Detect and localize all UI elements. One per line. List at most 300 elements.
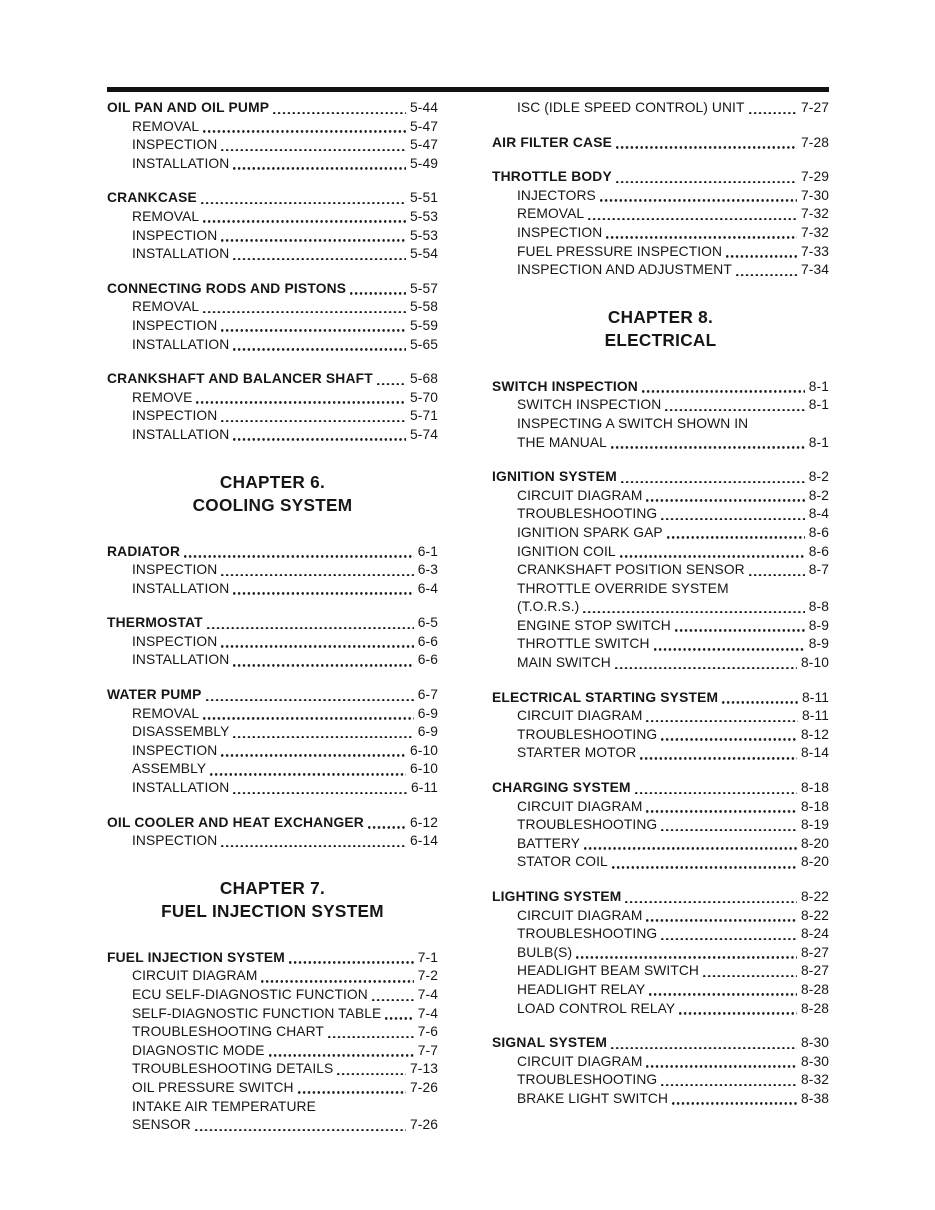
toc-entry — [492, 962, 829, 981]
dot-leader — [202, 118, 407, 137]
toc-entry — [492, 378, 829, 397]
toc-entry — [107, 814, 438, 833]
dot-leader — [220, 561, 414, 580]
entry-label: THROTTLE SWITCH — [517, 636, 650, 652]
entry-page-number: 5-54 — [409, 246, 438, 262]
dot-leader — [297, 1079, 407, 1098]
toc-entry — [107, 986, 438, 1005]
entry-page-number: 8-28 — [800, 1000, 829, 1016]
toc-entry — [107, 760, 438, 779]
entry-label: SWITCH INSPECTION — [492, 378, 638, 394]
entry-page-number: 7-32 — [800, 206, 829, 222]
entry-label: AIR FILTER CASE — [492, 134, 613, 150]
entry-page-number: 8-19 — [800, 817, 829, 833]
entry-label: INSTALLATION — [132, 155, 230, 171]
entry-page-number: 5-49 — [409, 155, 438, 171]
toc-entry — [107, 245, 438, 264]
dot-leader — [232, 779, 408, 798]
entry-label: TROUBLESHOOTING — [517, 926, 658, 942]
entry-label: REMOVAL — [132, 705, 200, 721]
entry-label: REMOVAL — [132, 118, 200, 134]
entry-page-number: 6-5 — [417, 615, 438, 631]
toc-entry — [492, 434, 829, 453]
dot-leader — [645, 487, 805, 506]
toc-entry — [492, 468, 829, 487]
entry-page-number: 8-30 — [800, 1053, 829, 1069]
toc-entry — [492, 888, 829, 907]
dot-leader — [336, 1060, 407, 1079]
toc-section — [492, 888, 829, 1018]
dot-leader — [206, 614, 415, 633]
entry-label: INSTALLATION — [132, 246, 230, 262]
entry-page-number: 5-53 — [409, 208, 438, 224]
entry-label: TROUBLESHOOTING — [517, 817, 658, 833]
dot-leader — [205, 686, 415, 705]
dot-leader — [288, 949, 415, 968]
dot-leader — [260, 967, 414, 986]
entry-page-number: 6-9 — [417, 724, 438, 740]
dot-leader — [232, 580, 414, 599]
dot-leader — [220, 742, 407, 761]
entry-label: (T.O.R.S.) — [517, 599, 580, 615]
entry-label: INSPECTION — [132, 562, 218, 578]
entry-label: TROUBLESHOOTING CHART — [132, 1024, 324, 1040]
toc-entry — [492, 835, 829, 854]
toc-entry — [107, 705, 438, 724]
toc-entry — [492, 617, 829, 636]
entry-label: THROTTLE OVERRIDE SYSTEM — [517, 580, 729, 596]
dot-leader — [721, 689, 799, 708]
toc-entry — [107, 1079, 438, 1098]
toc-entry — [492, 779, 829, 798]
entry-page-number: 8-9 — [808, 617, 829, 633]
dot-leader — [660, 505, 805, 524]
entry-page-number: 6-6 — [417, 633, 438, 649]
entry-page-number: 7-30 — [800, 187, 829, 203]
dot-leader — [748, 99, 798, 118]
dot-leader — [202, 705, 415, 724]
toc-entry — [492, 580, 829, 599]
entry-label: ELECTRICAL STARTING SYSTEM — [492, 689, 719, 705]
dot-leader — [619, 543, 806, 562]
entry-page-number: 8-2 — [808, 487, 829, 503]
dot-leader — [748, 561, 806, 580]
dot-leader — [220, 227, 407, 246]
entry-label: INSPECTION — [132, 408, 218, 424]
entry-label: BATTERY — [517, 835, 581, 851]
entry-label: THERMOSTAT — [107, 615, 203, 631]
toc-entry — [107, 227, 438, 246]
dot-leader — [671, 1090, 798, 1109]
entry-page-number: 5-74 — [409, 426, 438, 442]
toc-entry — [107, 580, 438, 599]
dot-leader — [634, 779, 798, 798]
toc-entry — [492, 99, 829, 118]
toc-entry — [492, 396, 829, 415]
entry-label: DISASSEMBLY — [132, 724, 230, 740]
toc-entry — [492, 543, 829, 562]
entry-label: STATOR COIL — [517, 854, 608, 870]
toc-section — [492, 779, 829, 872]
entry-page-number: 5-47 — [409, 137, 438, 153]
dot-leader — [587, 205, 798, 224]
entry-label: HEADLIGHT RELAY — [517, 981, 646, 997]
toc-entry — [492, 689, 829, 708]
entry-label: IGNITION COIL — [517, 543, 616, 559]
entry-label: INSPECTION — [132, 137, 218, 153]
toc-entry — [107, 317, 438, 336]
toc-entry — [492, 726, 829, 745]
dot-leader — [725, 243, 798, 262]
dot-leader — [639, 744, 798, 763]
toc-entry — [492, 1053, 829, 1072]
entry-label: INSPECTION — [517, 224, 603, 240]
dot-leader — [645, 1053, 798, 1072]
entry-page-number: 8-30 — [800, 1035, 829, 1051]
entry-label: INSTALLATION — [132, 426, 230, 442]
toc-entry — [492, 205, 829, 224]
toc-entry — [492, 524, 829, 543]
toc-entry — [492, 1000, 829, 1019]
entry-label: MAIN SWITCH — [517, 655, 611, 671]
entry-page-number: 8-14 — [800, 745, 829, 761]
dot-leader — [183, 543, 415, 562]
entry-label: WATER PUMP — [107, 687, 202, 703]
entry-page-number: 8-1 — [808, 397, 829, 413]
entry-label: TROUBLESHOOTING — [517, 506, 658, 522]
entry-page-number: 5-53 — [409, 227, 438, 243]
entry-label: LOAD CONTROL RELAY — [517, 1000, 676, 1016]
entry-page-number: 5-51 — [409, 190, 438, 206]
entry-label: CIRCUIT DIAGRAM — [517, 907, 643, 923]
entry-page-number: 7-2 — [417, 968, 438, 984]
toc-entry — [492, 187, 829, 206]
entry-page-number: 6-7 — [417, 687, 438, 703]
entry-label: REMOVAL — [132, 299, 200, 315]
dot-leader — [674, 617, 806, 636]
entry-page-number: 8-27 — [800, 963, 829, 979]
dot-leader — [599, 187, 798, 206]
toc-section — [107, 949, 438, 1135]
toc-entry — [107, 779, 438, 798]
toc-entry — [492, 744, 829, 763]
entry-page-number: 8-4 — [808, 506, 829, 522]
entry-page-number: 8-32 — [800, 1072, 829, 1088]
dot-leader — [582, 598, 805, 617]
toc-entry — [107, 99, 438, 118]
toc-entry — [492, 707, 829, 726]
dot-leader — [371, 986, 415, 1005]
dot-leader — [384, 1005, 414, 1024]
dot-leader — [641, 378, 806, 397]
entry-label: BRAKE LIGHT SWITCH — [517, 1090, 669, 1106]
entry-label: INSTALLATION — [132, 580, 230, 596]
entry-page-number: 6-10 — [409, 742, 438, 758]
dot-leader — [575, 944, 798, 963]
dot-leader — [220, 633, 414, 652]
entry-page-number: 8-22 — [800, 907, 829, 923]
chapter-heading-line: COOLING SYSTEM — [192, 494, 353, 515]
toc-entry — [492, 816, 829, 835]
entry-page-number: 8-27 — [800, 944, 829, 960]
dot-leader — [620, 468, 806, 487]
entry-page-number: 7-28 — [800, 134, 829, 150]
entry-page-number: 8-28 — [800, 981, 829, 997]
toc-entry — [492, 487, 829, 506]
entry-label: INSPECTION — [132, 742, 218, 758]
dot-leader — [615, 134, 798, 153]
chapter-heading-line: FUEL INJECTION SYSTEM — [161, 900, 384, 921]
entry-label: FUEL INJECTION SYSTEM — [107, 949, 285, 965]
entry-label: INSTALLATION — [132, 336, 230, 352]
entry-page-number: 7-7 — [417, 1042, 438, 1058]
entry-page-number: 8-18 — [800, 780, 829, 796]
toc-entry — [492, 561, 829, 580]
toc-entry — [107, 280, 438, 299]
toc-entry — [107, 614, 438, 633]
entry-label: FUEL PRESSURE INSPECTION — [517, 243, 723, 259]
dot-leader — [614, 654, 798, 673]
toc-entry — [107, 155, 438, 174]
chapter-heading-line: CHAPTER 7. — [219, 877, 326, 898]
toc-column-left — [107, 99, 438, 1151]
toc-entry — [492, 1071, 829, 1090]
dot-leader — [272, 99, 407, 118]
entry-page-number: 5-70 — [409, 389, 438, 405]
entry-label: OIL COOLER AND HEAT EXCHANGER — [107, 814, 364, 830]
dot-leader — [202, 298, 407, 317]
dot-leader — [232, 155, 407, 174]
entry-page-number: 8-38 — [800, 1090, 829, 1106]
dot-leader — [678, 1000, 798, 1019]
toc-entry — [107, 136, 438, 155]
entry-label: SWITCH INSPECTION — [517, 397, 662, 413]
dot-leader — [615, 168, 798, 187]
toc-entry — [107, 407, 438, 426]
toc-entry — [492, 944, 829, 963]
entry-page-number: 5-65 — [409, 336, 438, 352]
entry-page-number: 8-11 — [802, 708, 829, 724]
entry-label: INSPECTING A SWITCH SHOWN IN — [517, 415, 749, 431]
entry-label: OIL PRESSURE SWITCH — [132, 1079, 294, 1095]
dot-leader — [220, 407, 407, 426]
toc-section — [107, 99, 438, 173]
toc-entry — [492, 415, 829, 434]
dot-leader — [232, 426, 407, 445]
entry-page-number: 7-27 — [800, 100, 829, 115]
entry-page-number: 7-33 — [800, 243, 829, 259]
toc-section — [492, 468, 829, 673]
entry-label: INSPECTION — [132, 833, 218, 849]
top-rule — [107, 87, 829, 92]
toc-entry — [107, 426, 438, 445]
dot-leader — [195, 389, 407, 408]
dot-leader — [605, 224, 798, 243]
toc-section — [107, 614, 438, 670]
chapter-heading-line: ELECTRICAL — [604, 329, 717, 350]
entry-label: REMOVAL — [517, 206, 585, 222]
entry-page-number: 8-11 — [802, 689, 829, 705]
entry-page-number: 7-4 — [417, 1005, 438, 1021]
toc-entry — [107, 543, 438, 562]
entry-page-number: 6-12 — [409, 814, 438, 830]
entry-label: INSPECTION AND ADJUSTMENT — [517, 262, 732, 278]
entry-label: IGNITION SYSTEM — [492, 469, 617, 485]
entry-label: TROUBLESHOOTING DETAILS — [132, 1061, 334, 1077]
entry-page-number: 8-22 — [800, 889, 829, 904]
entry-label: CIRCUIT DIAGRAM — [517, 708, 643, 724]
dot-leader — [611, 853, 798, 872]
entry-page-number: 5-57 — [409, 280, 438, 296]
toc-section — [492, 378, 829, 452]
toc-entry — [492, 907, 829, 926]
entry-label: STARTER MOTOR — [517, 745, 637, 761]
toc-entry — [107, 633, 438, 652]
dot-leader — [660, 925, 798, 944]
dot-leader — [232, 651, 414, 670]
entry-page-number: 5-44 — [409, 100, 438, 115]
chapter-heading-line: CHAPTER 6. — [219, 471, 326, 492]
entry-page-number: 5-47 — [409, 118, 438, 134]
dot-leader — [327, 1023, 415, 1042]
dot-leader — [653, 635, 806, 654]
toc-entry — [107, 1042, 438, 1061]
entry-label: CIRCUIT DIAGRAM — [517, 487, 643, 503]
toc-columns — [107, 99, 829, 1151]
entry-label: INSTALLATION — [132, 652, 230, 668]
dot-leader — [664, 396, 805, 415]
toc-entry — [492, 243, 829, 262]
toc-entry — [107, 832, 438, 851]
toc-section — [107, 543, 438, 599]
toc-entry — [107, 1098, 438, 1117]
toc-section — [107, 370, 438, 444]
entry-page-number: 5-71 — [409, 408, 438, 424]
entry-label: CIRCUIT DIAGRAM — [517, 1053, 643, 1069]
entry-page-number: 6-3 — [417, 562, 438, 578]
toc-entry — [492, 224, 829, 243]
toc-entry — [107, 370, 438, 389]
toc-section — [107, 686, 438, 798]
dot-leader — [666, 524, 806, 543]
toc-section — [107, 189, 438, 263]
toc-entry — [492, 853, 829, 872]
toc-entry — [492, 654, 829, 673]
entry-label: OIL PAN AND OIL PUMP — [107, 100, 270, 115]
dot-leader — [645, 798, 798, 817]
dot-leader — [202, 208, 407, 227]
toc-entry — [107, 389, 438, 408]
chapter-heading-line: CHAPTER 8. — [607, 306, 714, 327]
entry-label: ENGINE STOP SWITCH — [517, 617, 671, 633]
entry-label: REMOVE — [132, 389, 193, 405]
dot-leader — [660, 1071, 798, 1090]
entry-label: REMOVAL — [132, 208, 200, 224]
entry-label: INTAKE AIR TEMPERATURE — [132, 1098, 316, 1114]
entry-page-number: 8-1 — [808, 434, 829, 450]
toc-section — [492, 99, 829, 118]
toc-entry — [492, 168, 829, 187]
entry-label: THROTTLE BODY — [492, 169, 612, 185]
entry-label: TROUBLESHOOTING — [517, 726, 658, 742]
dot-leader — [660, 726, 798, 745]
entry-page-number: 5-68 — [409, 371, 438, 387]
dot-leader — [194, 1116, 407, 1135]
entry-label: HEADLIGHT BEAM SWITCH — [517, 963, 699, 979]
entry-page-number: 7-4 — [417, 987, 438, 1002]
toc-entry — [107, 742, 438, 761]
toc-entry — [107, 686, 438, 705]
dot-leader — [349, 280, 407, 299]
toc-entry — [107, 1116, 438, 1135]
entry-page-number: 8-8 — [808, 599, 829, 615]
dot-leader — [624, 888, 798, 907]
toc-section — [107, 280, 438, 354]
toc-section — [492, 1034, 829, 1108]
entry-page-number: 8-24 — [800, 926, 829, 942]
dot-leader — [660, 816, 798, 835]
dot-leader — [200, 189, 407, 208]
entry-page-number: 8-1 — [808, 378, 829, 394]
toc-entry — [107, 118, 438, 137]
entry-page-number: 6-1 — [417, 543, 438, 559]
entry-label: ASSEMBLY — [132, 761, 207, 777]
entry-label: SIGNAL SYSTEM — [492, 1035, 608, 1051]
entry-label: SELF-DIAGNOSTIC FUNCTION TABLE — [132, 1005, 382, 1021]
entry-label: INSPECTION — [132, 227, 218, 243]
toc-section — [107, 814, 438, 851]
entry-page-number: 7-1 — [417, 949, 438, 965]
toc-entry — [107, 723, 438, 742]
chapter-heading — [107, 471, 438, 517]
dot-leader — [610, 434, 806, 453]
entry-page-number: 8-12 — [800, 726, 829, 742]
entry-label: INSPECTION — [132, 633, 218, 649]
entry-label: CIRCUIT DIAGRAM — [132, 968, 258, 984]
entry-label: CRANKSHAFT AND BALANCER SHAFT — [107, 371, 373, 387]
dot-leader — [645, 707, 799, 726]
entry-page-number: 6-6 — [417, 652, 438, 668]
dot-leader — [220, 136, 407, 155]
dot-leader — [367, 814, 407, 833]
dot-leader — [209, 760, 407, 779]
entry-page-number: 7-6 — [417, 1024, 438, 1040]
toc-entry — [492, 1090, 829, 1109]
entry-label: CRANKCASE — [107, 190, 197, 206]
toc-entry — [107, 208, 438, 227]
dot-leader — [702, 962, 798, 981]
dot-leader — [232, 245, 407, 264]
toc-entry — [107, 1060, 438, 1079]
entry-page-number: 8-6 — [808, 524, 829, 540]
entry-page-number: 7-34 — [800, 262, 829, 278]
chapter-heading — [492, 306, 829, 352]
toc-entry — [492, 598, 829, 617]
entry-label: ECU SELF-DIAGNOSTIC FUNCTION — [132, 987, 368, 1002]
toc-entry — [107, 949, 438, 968]
entry-label: CRANKSHAFT POSITION SENSOR — [517, 562, 745, 578]
dot-leader — [220, 832, 407, 851]
toc-entry — [107, 967, 438, 986]
dot-leader — [648, 981, 798, 1000]
dot-leader — [220, 317, 407, 336]
dot-leader — [610, 1034, 798, 1053]
entry-page-number: 7-26 — [409, 1079, 438, 1095]
entry-page-number: 6-11 — [411, 780, 438, 796]
dot-leader — [232, 336, 407, 355]
entry-label: ISC (IDLE SPEED CONTROL) UNIT — [517, 100, 745, 115]
entry-page-number: 6-9 — [417, 705, 438, 721]
